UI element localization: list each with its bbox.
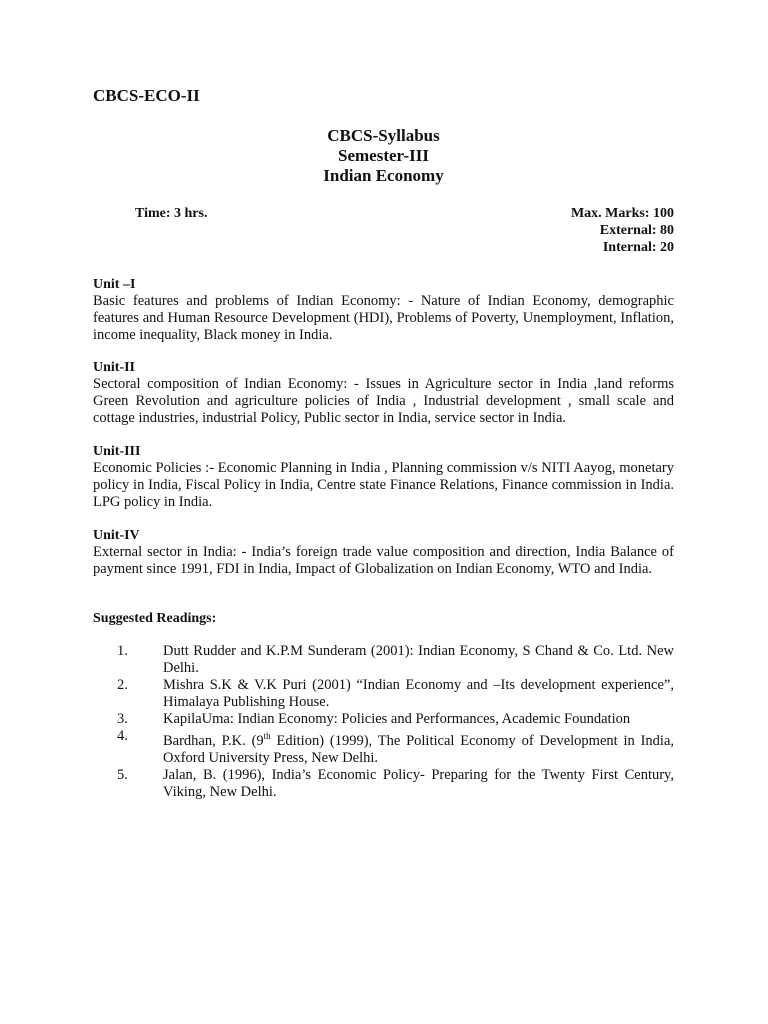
reading-number: 1. <box>117 643 128 659</box>
reading-item <box>93 711 674 728</box>
reading-text <box>163 728 674 767</box>
reading-number: 3. <box>117 711 128 727</box>
reading-text-after: Edition) (1999), The Political Economy of Development in India, Oxford University Press, New Delhi. <box>163 732 675 766</box>
max-marks: Max. Marks: 100 <box>570 206 674 221</box>
reading-text: Dutt Rudder and K.P.M Sunderam (2001): Indian Economy, S Chand & Co. Ltd. New Delhi. <box>163 643 674 676</box>
unit-body: External sector in India: - India’s foreign trade value composition and direction, India Balance of payment since 1991, FDI in India, Impact of Globalization on Indian Economy, WTO and India. <box>93 544 674 577</box>
readings-heading: Suggested Readings: <box>93 611 217 626</box>
unit-heading: Unit-II <box>93 360 136 375</box>
title-line-subject: Indian Economy <box>323 166 444 185</box>
title-line-semester: Semester-III <box>338 146 429 165</box>
unit-heading: Unit-IV <box>93 528 140 543</box>
reading-item <box>93 728 674 767</box>
unit-body: Economic Policies :- Economic Planning in India , Planning commission v/s NITI Aayog, monetary policy in India, Fiscal Policy in India, Centre state Finance Relations, Finance commission in India. LPG policy in India. <box>93 460 674 510</box>
title-line-syllabus: CBCS-Syllabus <box>327 126 440 145</box>
unit-2 <box>93 359 674 427</box>
unit-body: Basic features and problems of Indian Economy: - Nature of Indian Economy, demographic features and Human Resource Development (HDI), Problems of Poverty, Unemployment, Inflation, income inequality, Black money in India. <box>93 293 674 343</box>
readings-list <box>93 643 674 801</box>
internal-marks: Internal: 20 <box>602 240 674 255</box>
reading-text: KapilaUma: Indian Economy: Policies and Performances, Academic Foundation <box>163 711 631 727</box>
reading-item <box>93 767 674 801</box>
reading-number: 4. <box>117 728 128 744</box>
external-marks: External: 80 <box>599 223 674 238</box>
unit-3 <box>93 443 674 511</box>
reading-text-before: Bardhan, P.K. (9 <box>163 732 264 749</box>
unit-heading: Unit –I <box>93 277 136 292</box>
course-code: CBCS-ECO-II <box>93 86 200 105</box>
reading-number: 2. <box>117 677 128 693</box>
unit-1 <box>93 276 674 344</box>
edition-superscript: th <box>263 731 271 741</box>
unit-body: Sectoral composition of Indian Economy: - Issues in Agriculture sector in India ,land reforms Green Revolution and agriculture policies of India , Industrial development , small scale and cottage industries, industrial Policy, Public sector in India, service sector in India. <box>93 376 674 426</box>
reading-text: Jalan, B. (1996), India’s Economic Policy- Preparing for the Twenty First Century, Viking, New Delhi. <box>163 766 674 800</box>
reading-number: 5. <box>117 766 128 783</box>
title-block <box>93 126 674 186</box>
unit-4 <box>93 527 674 578</box>
reading-item <box>93 677 674 711</box>
marks-block <box>571 205 674 256</box>
unit-heading: Unit-III <box>93 444 141 459</box>
reading-text: Mishra S.K & V.K Puri (2001) “Indian Economy and –Its development experience”, Himalaya Publishing House. <box>163 677 674 710</box>
reading-item <box>93 643 674 677</box>
exam-time: Time: 3 hrs. <box>135 206 208 221</box>
